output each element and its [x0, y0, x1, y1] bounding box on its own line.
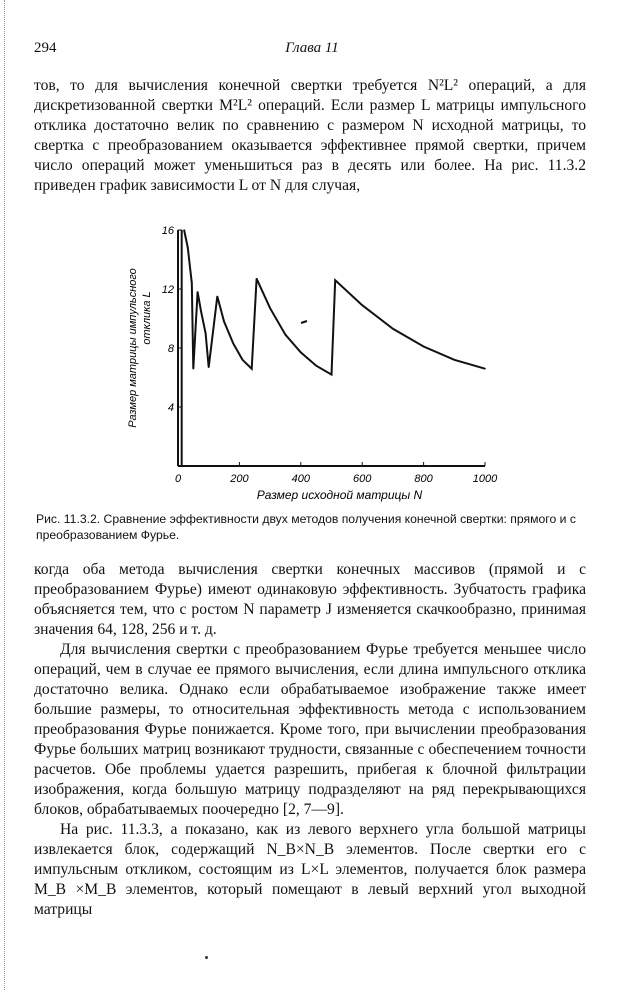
- chapter-title: Глава 11: [285, 40, 339, 56]
- data-point: [197, 291, 199, 293]
- y-axis-label-line2: отклика L: [141, 291, 153, 345]
- y-tick-label: 16: [161, 225, 174, 237]
- chart-axes: [178, 230, 485, 466]
- page-number: 294: [34, 40, 57, 56]
- data-point: [200, 310, 202, 312]
- y-tick-label: 8: [167, 343, 174, 355]
- data-point: [208, 366, 210, 368]
- print-speck: [205, 956, 208, 959]
- data-point: [216, 296, 218, 298]
- x-tick-label: 600: [353, 473, 372, 485]
- data-point: [232, 343, 234, 345]
- paragraph-2: Для вычисления свертки с преобразованием Фурье требуется меньшее число операций, чем в случае ее прямого вычисления, если длина импульсного отклика достаточно велика. Однако если обрабатываемое изображение также имеет большие размеры, то относительная эффективность метода с использованием преобразования Фурье понижается. Кроме того, при вычислении преобразования Фурье больших матриц возникают трудности, связанные с обеспечением точности расчетов. Обе проблемы удается разрешить, прибегая к блочной фильтрации изображения, когда большую матрицу подразделяют на ряд перекрывающихся блоков, обрабатываемых поочередно [2, 7—9].: [34, 641, 586, 818]
- data-point: [334, 279, 336, 281]
- y-axis-label-line1: Размер матрицы импульсного: [127, 268, 139, 428]
- print-mark: [301, 321, 307, 323]
- data-point: [269, 307, 271, 309]
- chart-svg: [120, 218, 520, 508]
- paragraph-3: На рис. 11.3.3, а показано, как из левого верхнего угла большой матрицы извлекается блок, содержащий N_B×N_B элементов. После свертки его с импульсным откликом, состоящим из L×L элементов, получается блок размера M_B ×M_B элементов, который помещают в левый верхний угол выходной матрицы: [34, 821, 586, 918]
- paragraph-1: когда оба метода вычисления свертки конечных массивов (прямой и с преобразованием Фурье) имеют одинаковую эффективность. Зубчатость графика объясняется тем, что с ростом N параметр J изменяется скачкообразно, принимая значения 64, 128, 256 и т. д.: [34, 561, 586, 638]
- x-tick-label: 400: [291, 473, 310, 485]
- x-tick-label: 800: [414, 473, 433, 485]
- data-point: [285, 334, 287, 336]
- data-point: [191, 282, 193, 284]
- data-point: [300, 352, 302, 354]
- bottom-text: [34, 560, 586, 920]
- data-point: [251, 368, 253, 370]
- data-point: [242, 359, 244, 361]
- data-point: [223, 321, 225, 323]
- data-point: [193, 368, 195, 370]
- y-tick-label: 4: [167, 402, 174, 414]
- figure-caption: Рис. 11.3.2. Сравнение эффективности двух методов получения конечной свертки: прямого и с преобразованием Фурье.: [36, 512, 576, 542]
- data-point: [484, 368, 486, 370]
- scan-edge-line: [4, 0, 5, 990]
- data-point: [315, 365, 317, 367]
- top-paragraph-text: тов, то для вычисления конечной свертки требуется N²L² операций, а для дискретизованной свертки M²L² операций. Если размер L матрицы импульсного отклика достаточно велик по сравнению с размером N исходной матрицы, то свертка с преобразованием оказывается эффективнее прямой свертки, причем число операций может уменьшиться раз в десять или более. На рис. 11.3.2 приведен график зависимости L от N для случая,: [34, 77, 586, 194]
- data-point: [187, 247, 189, 249]
- x-tick-label: 200: [230, 473, 249, 485]
- data-point: [183, 229, 185, 231]
- data-point: [205, 332, 207, 334]
- data-point: [392, 328, 394, 330]
- series-line-L-vs-N: [184, 230, 485, 375]
- x-tick-label: 0: [174, 473, 182, 485]
- data-point: [361, 304, 363, 306]
- y-tick-label: 12: [161, 284, 174, 296]
- chart-series: [182, 229, 486, 466]
- data-point: [423, 346, 425, 348]
- top-paragraph: [34, 76, 586, 196]
- x-tick-label: 1000: [472, 473, 498, 485]
- x-axis-label: Размер исходной матрицы N: [256, 488, 423, 502]
- data-point: [454, 359, 456, 361]
- data-point: [331, 374, 333, 376]
- running-head: [34, 40, 590, 60]
- figure-11-3-2: [120, 218, 520, 508]
- chart-ticks: [162, 225, 498, 485]
- data-point: [256, 278, 258, 280]
